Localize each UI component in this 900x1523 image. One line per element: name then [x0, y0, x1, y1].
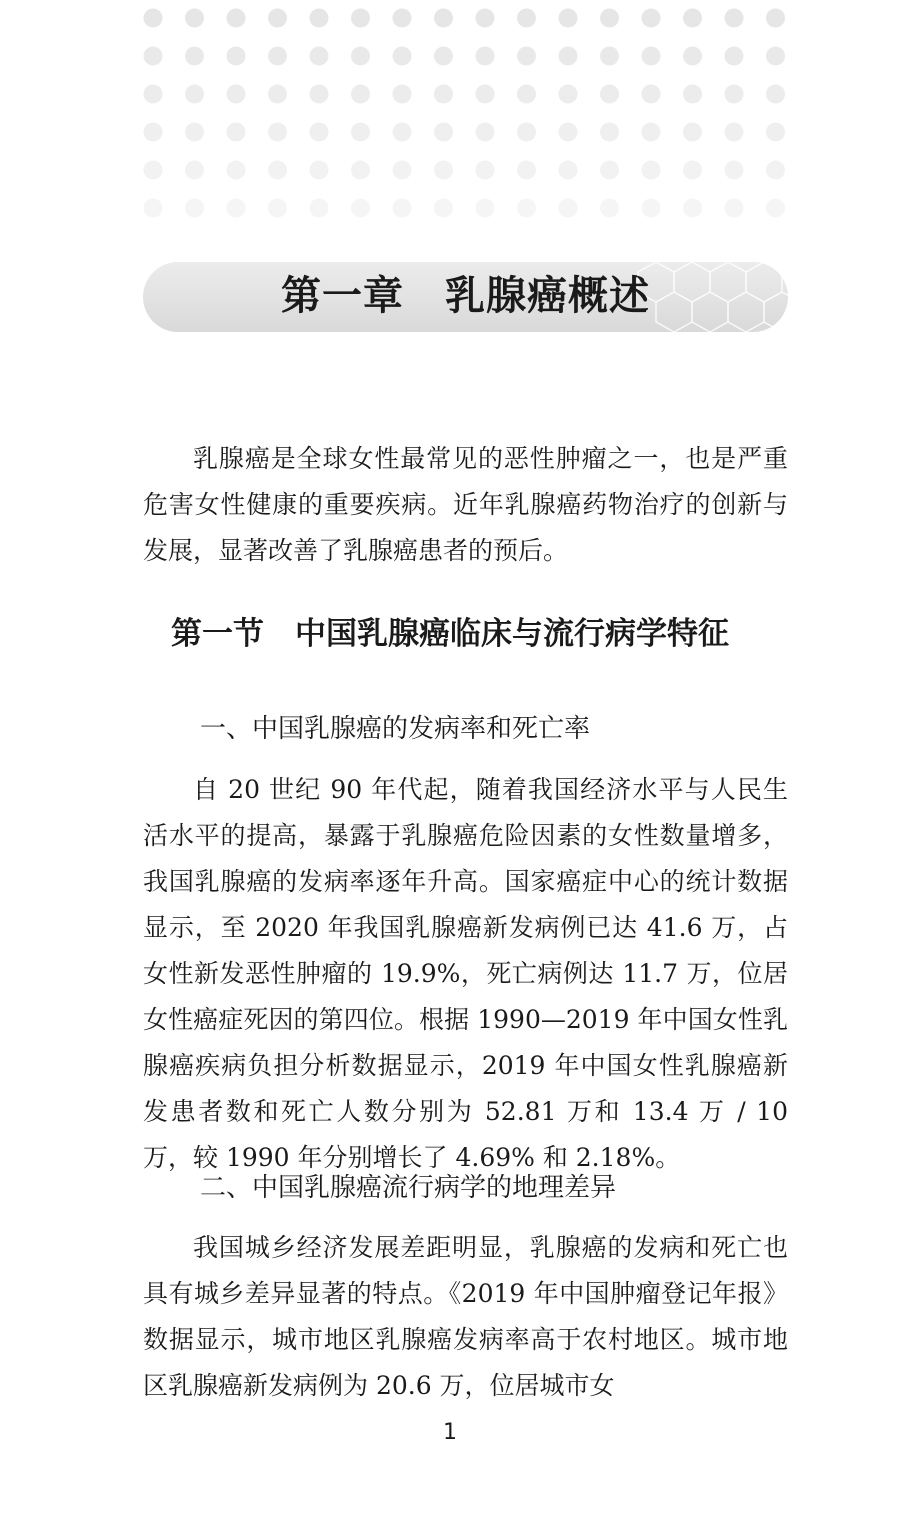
- decorative-dot: [185, 161, 204, 180]
- decorative-dot: [310, 123, 329, 142]
- decorative-dot: [351, 123, 370, 142]
- decorative-dot: [351, 47, 370, 66]
- decorative-dot: [600, 199, 619, 218]
- decorative-dot: [351, 199, 370, 218]
- decorative-dot: [725, 9, 744, 28]
- decorative-dot: [559, 47, 578, 66]
- decorative-dot: [766, 161, 785, 180]
- decorative-dot: [144, 199, 163, 218]
- decorative-dot: [268, 161, 287, 180]
- decorative-dot: [144, 123, 163, 142]
- decorative-dot: [683, 161, 702, 180]
- decorative-dot: [725, 123, 744, 142]
- decorative-dot: [725, 47, 744, 66]
- decorative-dot: [351, 85, 370, 104]
- chapter-title: 第一章 乳腺癌概述: [281, 272, 650, 319]
- decorative-dot: [517, 9, 536, 28]
- decorative-dot: [642, 199, 661, 218]
- decorative-dot: [642, 123, 661, 142]
- decorative-dot: [268, 123, 287, 142]
- decorative-dot: [642, 161, 661, 180]
- decorative-dot: [766, 199, 785, 218]
- page-number: 1: [443, 1420, 457, 1445]
- decorative-dot: [310, 47, 329, 66]
- decorative-dot: [227, 85, 246, 104]
- decorative-dot: [683, 199, 702, 218]
- decorative-dot: [393, 123, 412, 142]
- section-title: 第一节 中国乳腺癌临床与流行病学特征: [171, 616, 729, 652]
- decorative-dot: [268, 47, 287, 66]
- decorative-dot: [725, 85, 744, 104]
- decorative-dot: [144, 85, 163, 104]
- decorative-dot: [600, 161, 619, 180]
- decorative-dot: [559, 85, 578, 104]
- decorative-dot: [517, 85, 536, 104]
- decorative-dot: [185, 199, 204, 218]
- decorative-dot: [766, 85, 785, 104]
- subsection-paragraph-incidence: 自 20 世纪 90 年代起，随着我国经济水平与人民生活水平的提高，暴露于乳腺癌危险因素的女性数量增多，我国乳腺癌的发病率逐年升高。国家癌症中心的统计数据显示，至 2020 年我国乳腺癌新发病例已达 41.6 万，占女性新发恶性肿瘤的 19.9%，死亡病例达 11.7 万，位居女性癌症死因的第四位。根据 1990—2019 年中国女性乳腺癌疾病负担分析数据显示，2019 年中国女性乳腺癌新发患者数和死亡人数分别为 52.81 万和 13.4 万 / 10 万，较 1990 年分别增长了 4.69% 和 2.18%。: [143, 775, 788, 1172]
- decorative-dot: [683, 123, 702, 142]
- decorative-dot: [393, 161, 412, 180]
- decorative-dot: [600, 9, 619, 28]
- decorative-dot: [725, 161, 744, 180]
- decorative-dot: [144, 9, 163, 28]
- subsection-heading-incidence: 一、中国乳腺癌的发病率和死亡率: [200, 714, 591, 744]
- decorative-dot: [185, 47, 204, 66]
- subsection-heading-geography: 二、中国乳腺癌流行病学的地理差异: [200, 1173, 617, 1203]
- decorative-dot: [476, 85, 495, 104]
- decorative-dot: [310, 161, 329, 180]
- decorative-dot: [185, 85, 204, 104]
- intro-paragraph: 乳腺癌是全球女性最常见的恶性肿瘤之一，也是严重危害女性健康的重要疾病。近年乳腺癌药物治疗的创新与发展，显著改善了乳腺癌患者的预后。: [143, 444, 788, 565]
- decorative-dot: [268, 9, 287, 28]
- decorative-dot: [600, 47, 619, 66]
- decorative-dot: [517, 161, 536, 180]
- decorative-dot: [393, 9, 412, 28]
- decorative-dot: [683, 9, 702, 28]
- decorative-dot: [600, 85, 619, 104]
- decorative-dot: [766, 123, 785, 142]
- decorative-dot: [683, 47, 702, 66]
- decorative-dot: [434, 47, 453, 66]
- decorative-dot: [268, 199, 287, 218]
- decorative-dot: [600, 123, 619, 142]
- decorative-dot: [227, 9, 246, 28]
- decorative-dot: [393, 85, 412, 104]
- chapter-banner: [143, 262, 788, 332]
- decorative-dot: [144, 161, 163, 180]
- decorative-dot: [642, 9, 661, 28]
- decorative-dot: [476, 123, 495, 142]
- decorative-dot: [766, 9, 785, 28]
- decorative-dot: [227, 161, 246, 180]
- decorative-dot: [559, 199, 578, 218]
- decorative-dot: [683, 85, 702, 104]
- decorative-dot: [351, 9, 370, 28]
- decorative-dot: [185, 9, 204, 28]
- decorative-dot: [476, 9, 495, 28]
- decorative-dot: [227, 123, 246, 142]
- decorative-dot: [310, 85, 329, 104]
- decorative-dot: [434, 123, 453, 142]
- decorative-dot: [268, 85, 287, 104]
- decorative-dot: [227, 199, 246, 218]
- decorative-dot: [227, 47, 246, 66]
- decorative-dot: [476, 47, 495, 66]
- decorative-dot: [393, 199, 412, 218]
- decorative-dot: [310, 9, 329, 28]
- decorative-dot: [393, 47, 412, 66]
- decorative-dot: [310, 199, 329, 218]
- decorative-dot: [725, 199, 744, 218]
- decorative-dot: [476, 161, 495, 180]
- decorative-dot: [434, 9, 453, 28]
- decorative-dot: [185, 123, 204, 142]
- decorative-dot-grid: [143, 8, 793, 223]
- decorative-dot: [517, 123, 536, 142]
- decorative-dot: [351, 161, 370, 180]
- decorative-dot: [476, 199, 495, 218]
- subsection-paragraph-geography: 我国城乡经济发展差距明显，乳腺癌的发病和死亡也具有城乡差异显著的特点。《2019 年中国肿瘤登记年报》数据显示，城市地区乳腺癌发病率高于农村地区。城市地区乳腺癌新发病例为 20.6 万，位居城市女: [143, 1233, 788, 1400]
- decorative-dot: [517, 199, 536, 218]
- decorative-dot: [434, 199, 453, 218]
- decorative-dot: [559, 161, 578, 180]
- decorative-dot: [642, 47, 661, 66]
- decorative-dot: [434, 85, 453, 104]
- decorative-dot: [642, 85, 661, 104]
- decorative-dot: [559, 9, 578, 28]
- decorative-dot: [434, 161, 453, 180]
- decorative-dot: [144, 47, 163, 66]
- decorative-dot: [559, 123, 578, 142]
- decorative-dot: [766, 47, 785, 66]
- decorative-dot: [517, 47, 536, 66]
